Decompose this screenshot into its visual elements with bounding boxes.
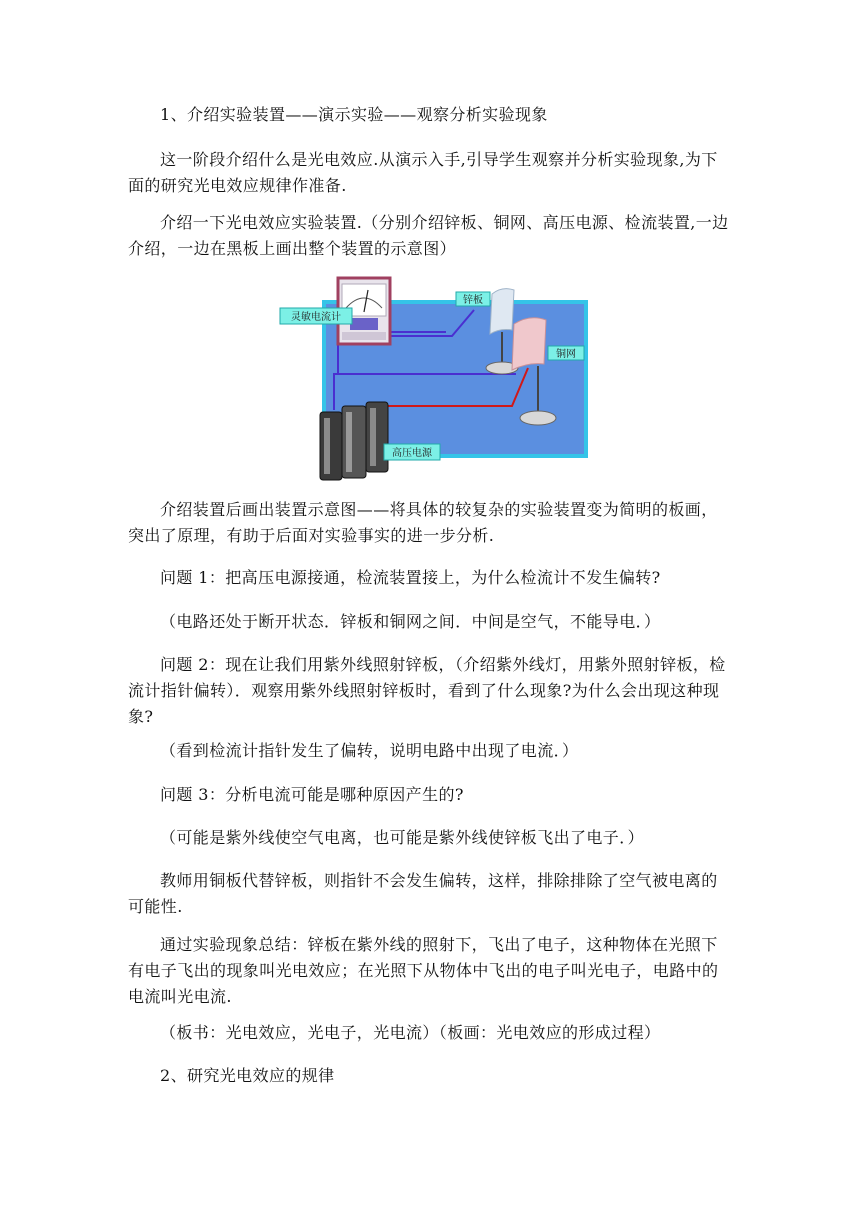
zinc-plate-label: 锌板: [463, 295, 483, 306]
question-3: 问题 3：分析电流可能是哪种原因产生的?: [160, 785, 464, 804]
copper-mesh-label: 铜网: [556, 349, 576, 360]
answer-1: （电路还处于断开状态．锌板和铜网之间．中间是空气，不能导电．）: [160, 612, 661, 631]
paragraph: 介绍装置后画出装置示意图——将具体的较复杂的实验装置变为简明的板画，突出了原理，有助于后面对实验事实的进一步分析.: [128, 500, 718, 545]
question-1: 问题 1：把高压电源接通，检流装置接上，为什么检流计不发生偏转?: [160, 568, 661, 587]
galvanometer-label: 灵敏电流计: [291, 312, 341, 323]
board-note: （板书：光电效应，光电子，光电流）（板画：光电效应的形成过程）: [160, 1023, 661, 1042]
answer-3: （可能是紫外线使空气电离，也可能是紫外线使锌板飞出了电子．）: [160, 828, 645, 847]
paragraph: 这一阶段介绍什么是光电效应.从演示入手,引导学生观察并分析实验现象,为下面的研究光电效应规律作准备.: [128, 150, 718, 195]
answer-2: （看到检流计指针发生了偏转，说明电路中出现了电流．）: [160, 741, 579, 760]
summary-paragraph: 通过实验现象总结：锌板在紫外线的照射下，飞出了电子，这种物体在光照下有电子飞出的现象叫光电效应；在光照下从物体中飞出的电子叫光电子，电路中的电流叫光电流.: [128, 935, 719, 1006]
paragraph: 教师用铜板代替锌板，则指针不会发生偏转，这样，排除排除了空气被电离的可能性.: [128, 871, 718, 916]
power-supply-label: 高压电源: [392, 448, 432, 459]
power-supply-device: [320, 402, 388, 480]
section-heading-1: 1、介绍实验装置——演示实验——观察分析实验现象: [160, 105, 548, 124]
question-2: 问题 2：现在让我们用紫外线照射锌板，（介绍紫外线灯，用紫外照射锌板，检流计指针偏转）．观察用紫外线照射锌板时，看到了什么现象?为什么会出现这种现象?: [128, 655, 726, 726]
paragraph: 介绍一下光电效应实验装置.（分别介绍锌板、铜网、高压电源、检流装置,一边介绍，一边在黑板上画出整个装置的示意图）: [128, 213, 729, 258]
section-heading-2: 2、研究光电效应的规律: [160, 1066, 335, 1085]
apparatus-figure: [276, 272, 590, 482]
